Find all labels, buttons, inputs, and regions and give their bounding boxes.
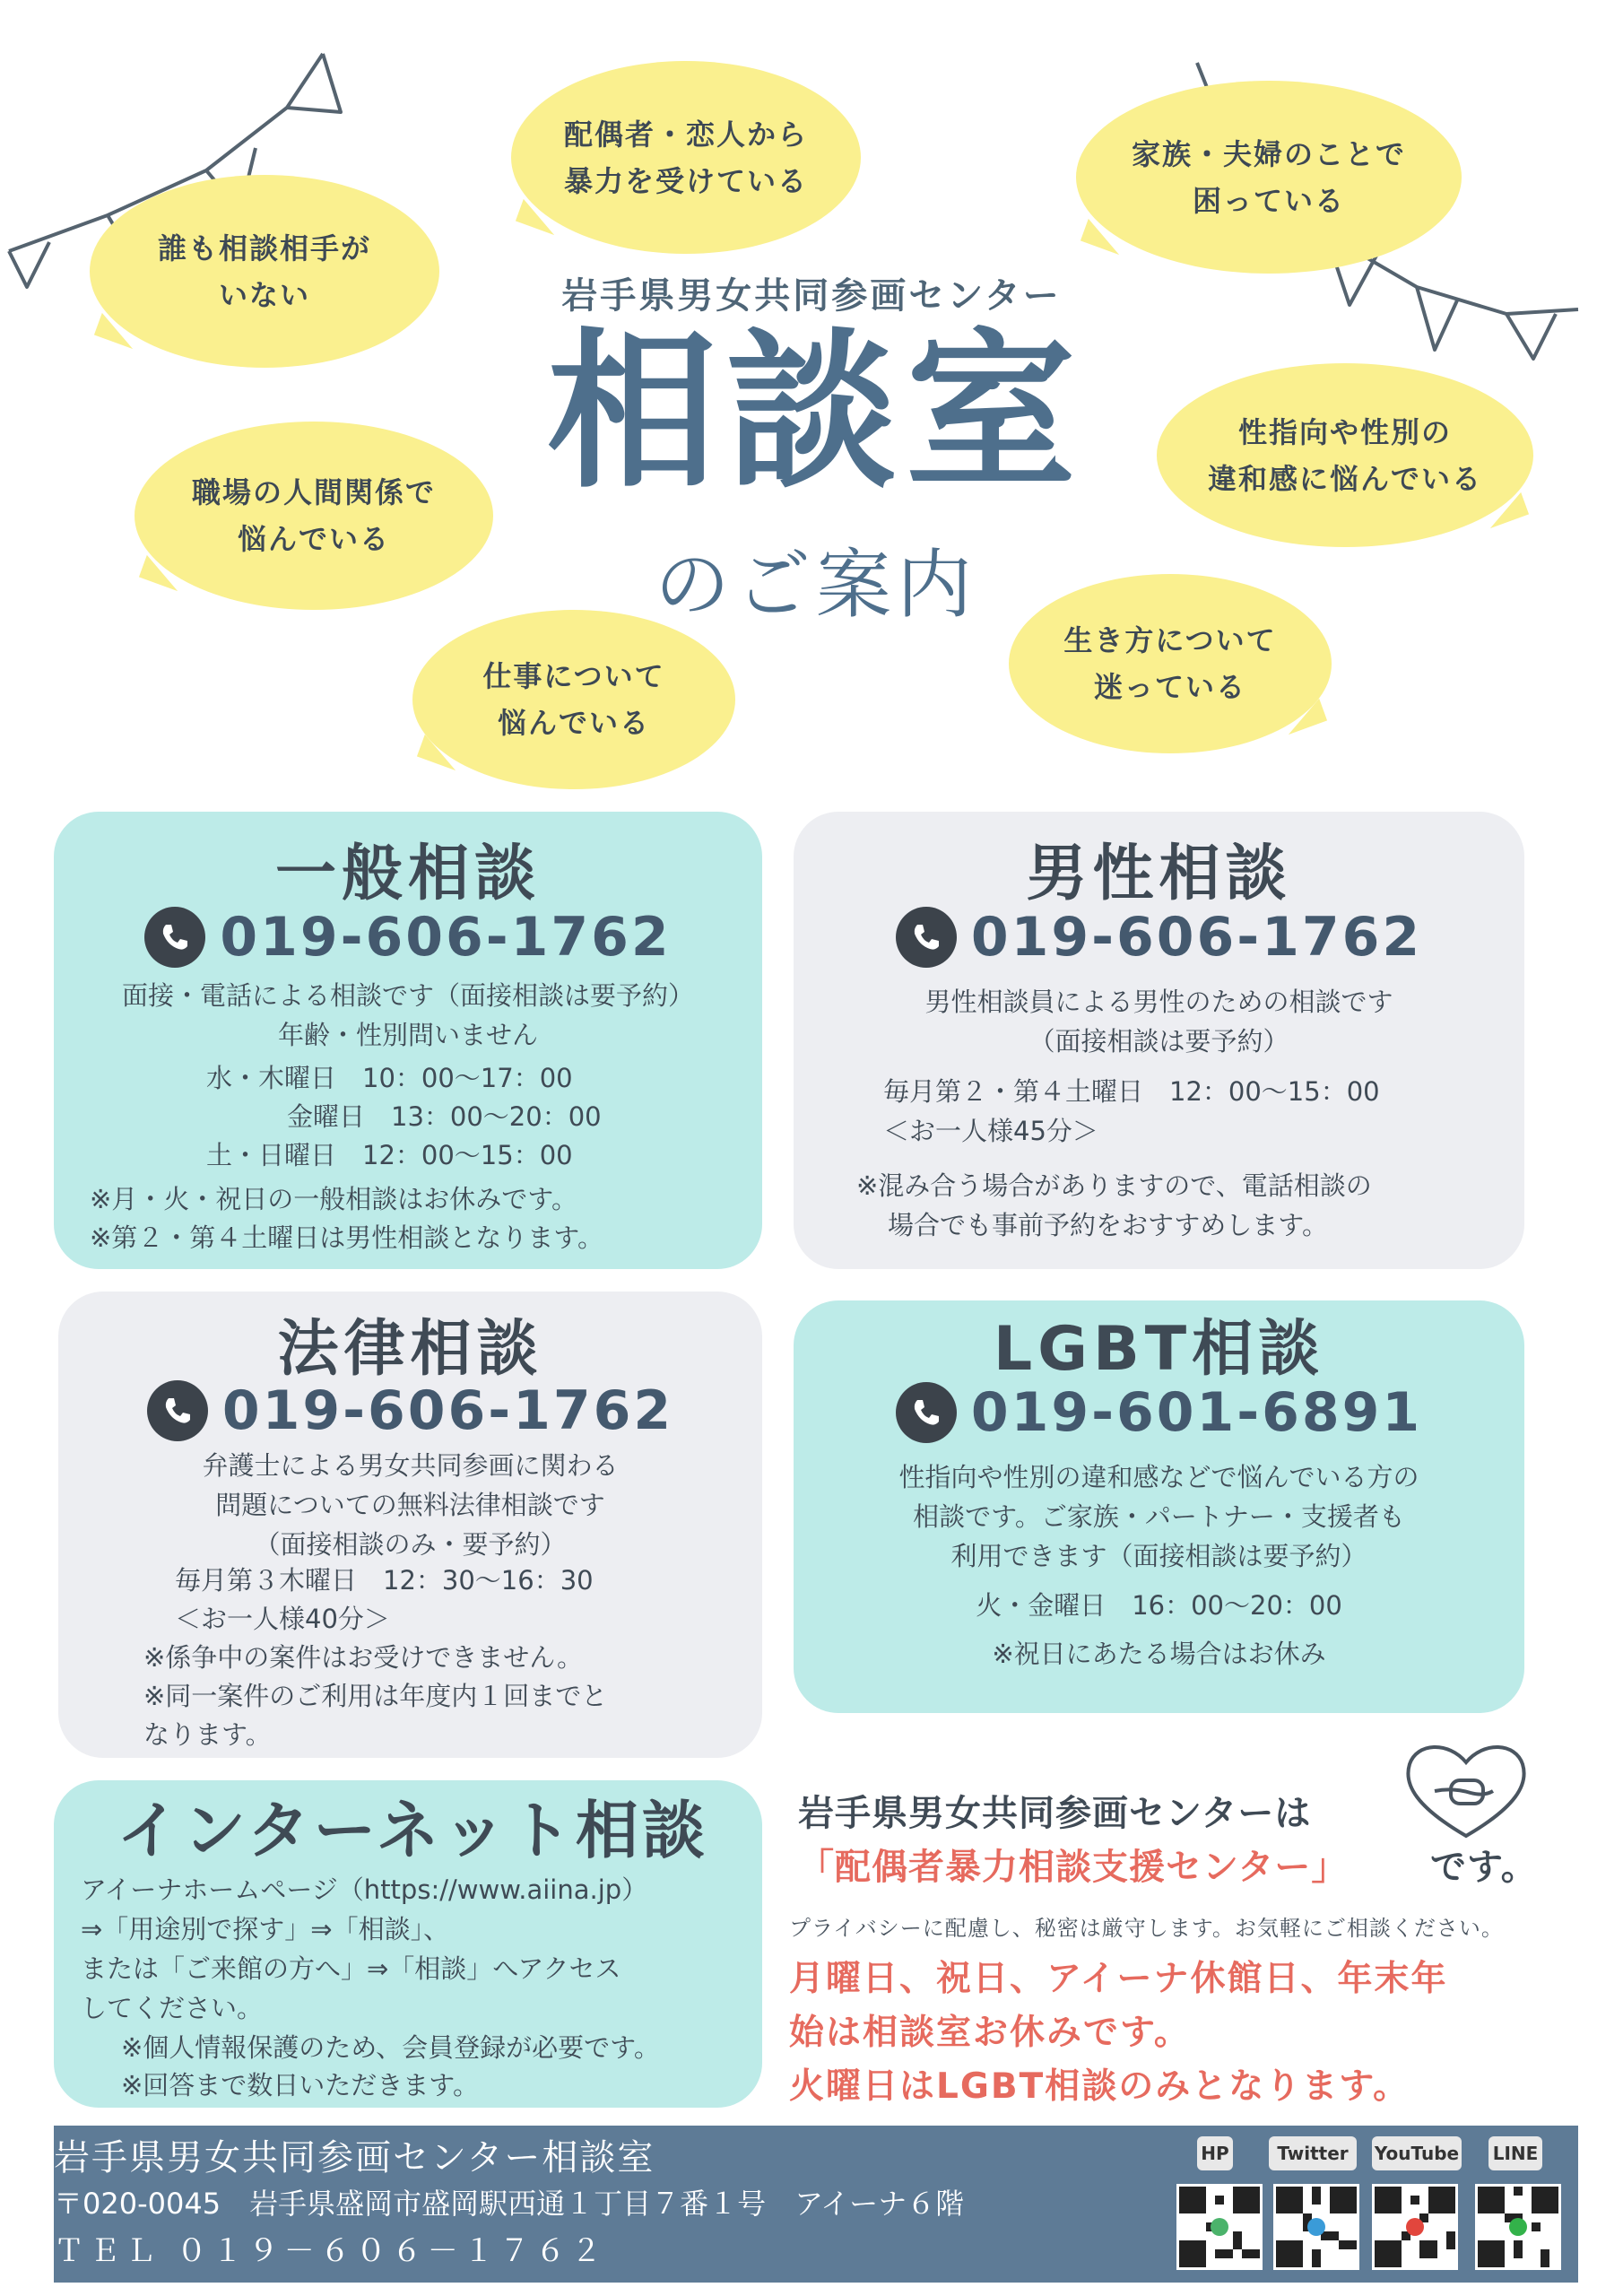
male-desc-1: 男性相談員による男性のための相談です <box>924 987 1393 1017</box>
legal-desc-3: （面接相談のみ・要予約） <box>254 1529 567 1560</box>
privacy-note: プライバシーに配慮し、秘密は厳守します。お気軽にご相談ください。 <box>789 1916 1504 1941</box>
general-phone[interactable] <box>54 906 762 969</box>
legal-desc-2: 問題についての無料法律相談です <box>215 1490 605 1520</box>
internet-note-1: ※個人情報保護のため、会員登録が必要です。 <box>121 2032 660 2063</box>
badge-hp[interactable]: HP <box>1197 2136 1233 2170</box>
bubble-work-worries: 仕事について 悩んでいる <box>412 610 735 789</box>
legal-desc-1: 弁護士による男女共同参画に関わる <box>202 1450 619 1481</box>
male-note-1: ※混み合う場合がありますので、電話相談の <box>856 1170 1372 1201</box>
general-hours-1: 水・木曜日 10：00〜17：00 <box>206 1063 573 1093</box>
phone-icon <box>147 1380 208 1441</box>
bubble-way-of-life: 生き方について 迷っている <box>1009 574 1332 753</box>
closed-line-2: 始は相談室お休みです。 <box>789 2013 1191 2053</box>
general-title: 一般相談 <box>274 839 541 909</box>
lgbt-desc-2: 相談です。ご家族・パートナー・支援者も <box>913 1501 1405 1532</box>
badge-youtube[interactable]: YouTube <box>1372 2136 1462 2170</box>
lgbt-phone-number: 019-601-6891 <box>970 1381 1423 1444</box>
phone-icon <box>896 907 957 968</box>
footer-office-name: 岩手県男女共同参画センター相談室 <box>54 2137 655 2179</box>
legal-note-1: ※係争中の案件はお受けできません。 <box>143 1642 584 1673</box>
lgbt-desc-1: 性指向や性別の違和感などで悩んでいる方の <box>898 1462 1419 1492</box>
bubble-workplace-relations: 職場の人間関係で 悩んでいる <box>135 422 493 610</box>
lgbt-consultation-card <box>794 1300 1524 1713</box>
heart-hug-icon <box>1399 1735 1533 1843</box>
male-desc-2: （面接相談は要予約） <box>1028 1026 1289 1057</box>
org-name: 岩手県男女共同参画センター <box>561 275 1062 317</box>
internet-url-line[interactable]: アイーナホームページ（https://www.aiina.jp） <box>81 1874 648 1905</box>
legal-hours-1: 毎月第３木曜日 12：30〜16：30 <box>175 1565 594 1596</box>
bubble-family-issues: 家族・夫婦のことで 困っている <box>1076 81 1462 274</box>
closed-line-1: 月曜日、祝日、アイーナ休館日、年末年 <box>789 1959 1448 1999</box>
lgbt-hours-1: 火・金曜日 16：00〜20：00 <box>976 1590 1342 1621</box>
badge-twitter[interactable]: Twitter <box>1269 2136 1357 2170</box>
male-phone-number: 019-606-1762 <box>970 906 1423 969</box>
male-note-2: 場合でも事前予約をおすすめします。 <box>888 1210 1328 1240</box>
phone-icon <box>144 907 205 968</box>
bubble-violence-from-partner: 配偶者・恋人から 暴力を受けている <box>511 61 861 254</box>
qr-code-line[interactable] <box>1475 2184 1561 2270</box>
lgbt-phone[interactable] <box>794 1381 1524 1444</box>
male-consultation-card <box>794 812 1524 1269</box>
male-hours-2: ＜お一人様45分＞ <box>883 1116 1098 1146</box>
legal-note-3: なります。 <box>143 1719 272 1750</box>
internet-title: インターネット相談 <box>117 1794 708 1867</box>
notice-dv-center: 「配偶者暴力相談支援センター」 <box>798 1847 1349 1888</box>
general-desc-2: 年齢・性別問いません <box>277 1020 538 1050</box>
lgbt-note-1: ※祝日にあたる場合はお休み <box>992 1639 1326 1669</box>
legal-phone[interactable] <box>58 1379 762 1442</box>
general-consultation-card <box>54 812 762 1269</box>
legal-phone-number: 019-606-1762 <box>221 1379 674 1442</box>
legal-hours-2: ＜お一人様40分＞ <box>175 1604 390 1634</box>
page-title: 相談室 <box>546 313 1085 511</box>
qr-code-hp[interactable] <box>1176 2184 1263 2270</box>
footer-bar <box>54 2126 1578 2283</box>
footer-address: 〒020-0045 岩手県盛岡市盛岡駅西通１丁目７番１号 アイーナ６階 <box>54 2187 965 2221</box>
general-hours-2: 金曜日 13：00〜20：00 <box>287 1101 602 1132</box>
notice-line-2b: です。 <box>1430 1847 1538 1888</box>
general-phone-number: 019-606-1762 <box>220 906 672 969</box>
male-hours-1: 毎月第２・第４土曜日 12：00〜15：00 <box>883 1076 1380 1107</box>
legal-note-2: ※同一案件のご利用は年度内１回までと <box>143 1681 608 1711</box>
notice-line-1: 岩手県男女共同参画センターは <box>798 1793 1312 1834</box>
page-subtitle: のご案内 <box>654 541 977 629</box>
general-hours-3: 土・日曜日 12：00〜15：00 <box>206 1140 573 1170</box>
legal-title: 法律相談 <box>277 1314 543 1385</box>
general-note-2: ※第２・第４土曜日は男性相談となります。 <box>90 1222 603 1253</box>
general-desc-1: 面接・電話による相談です（面接相談は要予約） <box>121 980 694 1011</box>
bubble-sexual-orientation: 性指向や性別の 違和感に悩んでいる <box>1157 363 1533 547</box>
qr-code-youtube[interactable] <box>1372 2184 1458 2270</box>
closed-line-3: 火曜日はLGBT相談のみとなります。 <box>789 2066 1410 2107</box>
lgbt-title: LGBT相談 <box>993 1314 1325 1385</box>
internet-line-4: してください。 <box>81 1993 264 2023</box>
bubble-no-one-to-talk: 誰も相談相手が いない <box>90 175 439 368</box>
male-phone[interactable] <box>794 906 1524 969</box>
male-title: 男性相談 <box>1026 839 1292 909</box>
qr-code-twitter[interactable] <box>1273 2184 1359 2270</box>
footer-tel[interactable]: ＴＥＬ ０１９－６０６－１７６２ <box>54 2233 607 2269</box>
lgbt-desc-3: 利用できます（面接相談は要予約） <box>950 1541 1367 1571</box>
internet-note-2: ※回答まで数日いただきます。 <box>121 2070 479 2100</box>
phone-icon <box>896 1382 957 1443</box>
badge-line[interactable]: LINE <box>1488 2136 1542 2170</box>
internet-line-3: または「ご来館の方へ」⇒「相談」へアクセス <box>81 1953 621 1984</box>
legal-consultation-card <box>58 1292 762 1758</box>
internet-line-2: ⇒「用途別で探す」⇒「相談」、 <box>81 1914 450 1944</box>
internet-consultation-card <box>54 1780 762 2108</box>
general-note-1: ※月・火・祝日の一般相談はお休みです。 <box>90 1184 577 1214</box>
